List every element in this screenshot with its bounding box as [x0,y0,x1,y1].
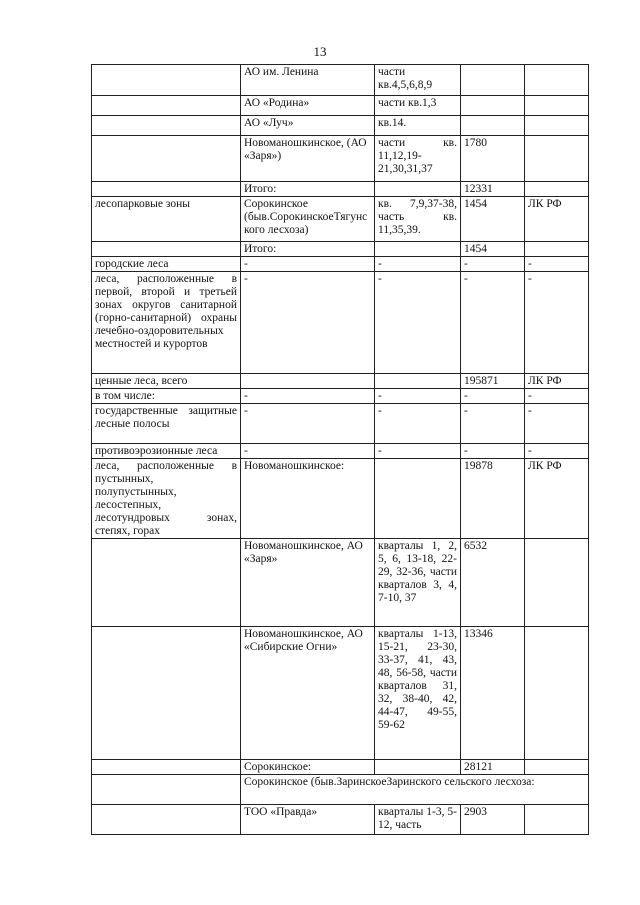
table-cell [525,116,589,136]
table-cell: кв.14. [375,116,461,136]
table-cell: Новоманошкинское: [241,459,375,539]
table-cell: - [461,404,525,444]
table-cell: в том числе: [92,389,241,404]
table-cell: Сорокинское: [241,760,375,775]
table-cell: Новоманошкинское, АО «Сибирские Огни» [241,627,375,760]
table-cell: - [525,257,589,272]
table-cell [92,65,241,96]
table-cell [92,539,241,627]
table-cell [92,805,241,835]
table-cell [525,242,589,257]
table-cell: - [525,389,589,404]
table-cell: - [375,389,461,404]
table-cell [525,96,589,116]
table-cell: 1780 [461,136,525,182]
table-cell: кв. 7,9,37-38, часть кв. 11,35,39. [375,197,461,242]
table-row [92,257,589,272]
table-cell: - [461,389,525,404]
table-cell: - [241,257,375,272]
table-cell: 12331 [461,182,525,197]
table-row [92,272,589,374]
forest-table [91,64,589,835]
table-cell [525,627,589,760]
table-cell: государственные защитные лесные полосы [92,404,241,444]
table-row [92,65,589,96]
table-cell [241,374,375,389]
table-row [92,116,589,136]
table-cell [92,136,241,182]
table-cell [461,96,525,116]
table-cell [525,182,589,197]
table-cell: 6532 [461,539,525,627]
table-cell: 1454 [461,242,525,257]
table-cell: ТОО «Правда» [241,805,375,835]
table-row [92,389,589,404]
table-cell: Итого: [241,182,375,197]
table-cell: леса, расположенные в пустынных, полупустынных, лесостепных, лесотундровых зонах, степях, горах [92,459,241,539]
table-cell: городские леса [92,257,241,272]
table-cell: - [461,272,525,374]
table-cell: - [375,257,461,272]
table-row [92,182,589,197]
table-cell: 195871 [461,374,525,389]
table-row [92,760,589,775]
table-cell: - [375,444,461,459]
table-cell: - [525,444,589,459]
table-cell [525,539,589,627]
table-cell: Сорокинское (быв.СорокинскоеТягунского лесхоза) [241,197,375,242]
page-number: 13 [313,44,327,59]
table-cell [461,116,525,136]
table-row [92,805,589,835]
table-cell: АО «Луч» [241,116,375,136]
table-cell [525,136,589,182]
table-cell: АО «Родина» [241,96,375,116]
table-cell: - [461,257,525,272]
table-cell [92,627,241,760]
table-cell: кварталы 1, 2, 5, 6, 13-18, 22-29, 32-36, части кварталов 3, 4, 7-10, 37 [375,539,461,627]
table-row [92,242,589,257]
table-cell [92,116,241,136]
table-cell: Новоманошкинское, (АО «Заря») [241,136,375,182]
table-cell: - [375,404,461,444]
table-cell: - [241,389,375,404]
table-cell: ценные леса, всего [92,374,241,389]
table-cell: 19878 [461,459,525,539]
table-cell [375,459,461,539]
table-cell [525,760,589,775]
table-cell: Сорокинское (быв.ЗаринскоеЗаринского сельского лесхоза: [241,775,589,805]
table-cell: - [241,404,375,444]
table-cell: ЛК РФ [525,197,589,242]
table-cell [92,242,241,257]
table-cell: части кв.4,5,6,8,9 [375,65,461,96]
table-row [92,539,589,627]
table-cell: лесопарковые зоны [92,197,241,242]
table-cell: части кв. 11,12,19-21,30,31,37 [375,136,461,182]
table-row [92,96,589,116]
table-cell [92,96,241,116]
table-row [92,136,589,182]
table-cell [525,65,589,96]
table-cell [375,760,461,775]
table-cell: 1454 [461,197,525,242]
table-cell [375,242,461,257]
table-cell: 28121 [461,760,525,775]
table-row [92,444,589,459]
table-cell: кварталы 1-3, 5-12, часть [375,805,461,835]
table-cell [461,65,525,96]
table-cell: Итого: [241,242,375,257]
table-row [92,197,589,242]
table-cell: противоэрозионные леса [92,444,241,459]
table-cell: 13346 [461,627,525,760]
table-cell: - [461,444,525,459]
table-cell: - [241,444,375,459]
table-cell [92,760,241,775]
table-cell: - [375,272,461,374]
table-cell: 2903 [461,805,525,835]
table-cell [375,374,461,389]
table-cell: леса, расположенные в первой, второй и третьей зонах округов санитарной (горно-санитарной) охраны лечебно-оздоровительных местностей и курортов [92,272,241,374]
table-cell [525,805,589,835]
table-cell: - [525,404,589,444]
table-cell [375,182,461,197]
table-cell: части кв.1,3 [375,96,461,116]
table-cell: Новоманошкинское, АО «Заря» [241,539,375,627]
table-row [92,374,589,389]
table-cell: ЛК РФ [525,374,589,389]
table-cell [92,775,241,805]
table-cell: АО им. Ленина [241,65,375,96]
table-cell: кварталы 1-13, 15-21, 23-30, 33-37, 41, 43, 48, 56-58, части кварталов 31, 32, 38-40, 42, 44-47, 49-55, 59-62 [375,627,461,760]
table-cell [92,182,241,197]
table-cell: ЛК РФ [525,459,589,539]
table-row [92,627,589,760]
table-cell: - [525,272,589,374]
table-row [92,775,589,805]
table-row [92,459,589,539]
table-cell: - [241,272,375,374]
table-row [92,404,589,444]
